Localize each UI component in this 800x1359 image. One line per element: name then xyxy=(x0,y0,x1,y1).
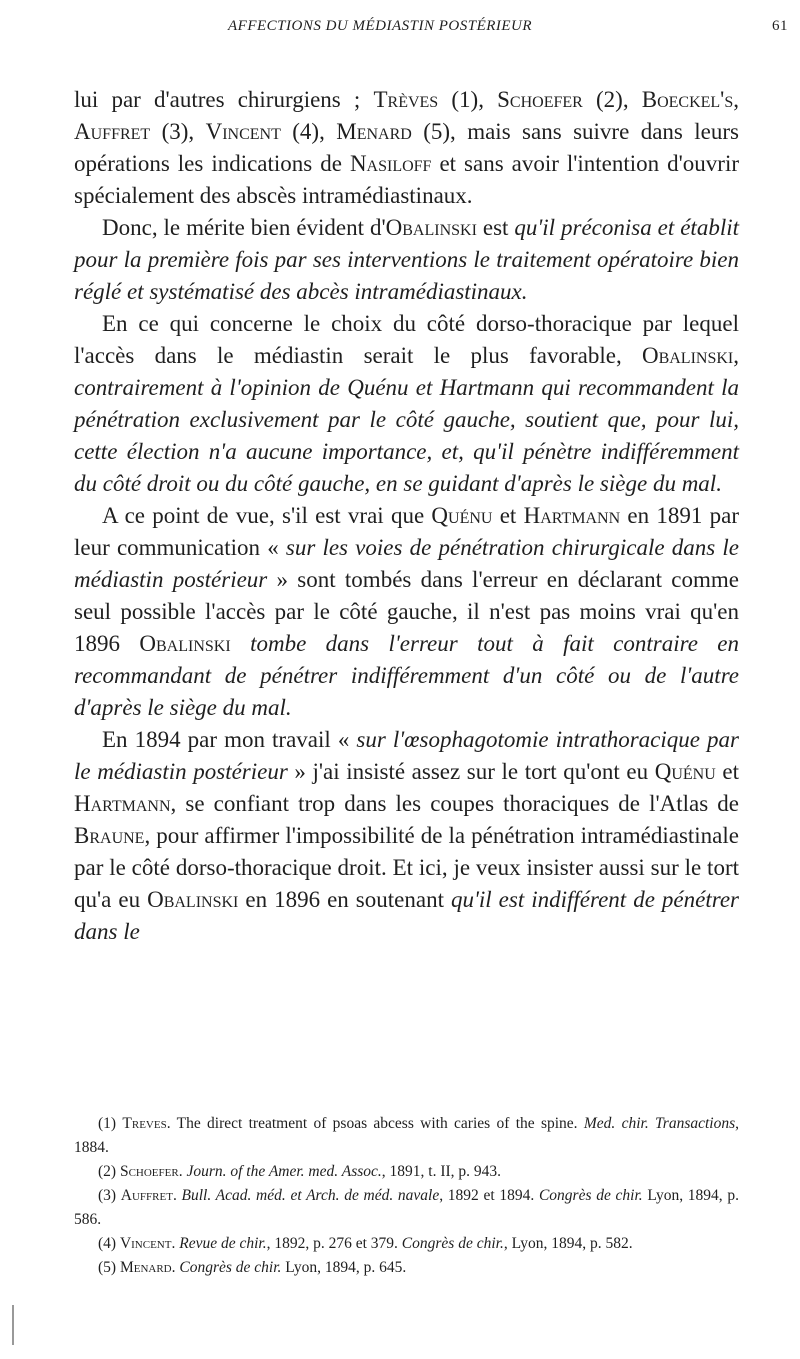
text-run: (5), mais sans suivre dans leurs opérations les indications de xyxy=(74,119,739,176)
text-run: , xyxy=(733,343,739,368)
text-run: (2), xyxy=(582,87,642,112)
footnote-2 xyxy=(74,1160,739,1184)
text-run: Lyon, 1894, p. 645. xyxy=(281,1259,407,1276)
text-run: , 1891, t. II, p. 943. xyxy=(381,1163,502,1180)
text-run: (4) xyxy=(98,1235,120,1252)
text-run: (1) xyxy=(98,1115,123,1132)
text-run: . xyxy=(178,1163,187,1180)
running-header xyxy=(48,14,788,40)
paragraph-4 xyxy=(74,500,739,724)
italic-text: Journ. of the Amer. med. Assoc. xyxy=(186,1163,382,1180)
text-run: , 1892, p. 276 et 379. xyxy=(266,1235,402,1252)
italic-text: Revue de chir. xyxy=(179,1235,267,1252)
author-name: Obalinski xyxy=(147,887,239,912)
author-name: Boeckel's xyxy=(641,87,734,112)
author-name: Trèves xyxy=(373,87,439,112)
text-run: en 1891 par leur communication « xyxy=(74,503,739,560)
running-title: AFFECTIONS DU MÉDIASTIN POSTÉRIEUR xyxy=(228,18,533,34)
footnote-3 xyxy=(74,1184,739,1232)
italic-text: qu'il préconisa et établit pour la première fois par ses interventions le traitement opératoire bien réglé et systématisé des abcès intramédiastinaux. xyxy=(74,215,739,304)
italic-text: Bull. Acad. méd. et Arch. de méd. navale xyxy=(181,1187,440,1204)
text-run: , Lyon, 1894, p. 582. xyxy=(503,1235,633,1252)
italic-text: contrairement à l'opinion de Quénu et Hartmann qui recommandent la pénétration exclusivement par le côté gauche, soutient que, pour lui, cette élection n'a aucune importance, et, qu'il pénètre indifféremment du côté droit ou du côté gauche, en se guidant d'après le siège du mal. xyxy=(74,375,739,496)
author-name: Menard xyxy=(119,1259,172,1276)
body-text xyxy=(74,84,739,948)
text-run: est xyxy=(476,215,515,240)
text-run: , 1884. xyxy=(74,1115,739,1156)
page-edge-mark xyxy=(12,1305,32,1345)
author-name: Braune xyxy=(74,823,145,848)
paragraph-2 xyxy=(74,212,739,308)
text-run: (3), xyxy=(150,119,206,144)
italic-text: sur l'œsophagotomie intrathoracique par le médiastin postérieur xyxy=(74,727,739,784)
author-name: Quénu xyxy=(431,503,493,528)
text-run: Donc, le mérite bien évident d' xyxy=(102,215,386,240)
text-run: (1), xyxy=(438,87,498,112)
footnote-4 xyxy=(74,1232,739,1256)
text-run: (5) xyxy=(98,1259,120,1276)
author-name: Vincent xyxy=(119,1235,172,1252)
footnotes xyxy=(74,1112,739,1280)
text-run: lui par d'autres chirurgiens ; xyxy=(74,87,374,112)
text-run xyxy=(231,631,250,656)
text-run: Lyon, 1894, p. 586. xyxy=(74,1187,739,1228)
text-run: et sans avoir l'intention d'ouvrir spécialement des abscès intramédiastinaux. xyxy=(74,151,740,208)
text-run: . The direct treatment of psoas abcess with caries of the spine. xyxy=(166,1115,584,1132)
author-name: Hartmann xyxy=(74,791,171,816)
author-name: Auffret xyxy=(74,119,151,144)
author-name: Hartmann xyxy=(523,503,621,528)
author-name: Schoefer xyxy=(497,87,583,112)
text-run: . xyxy=(171,1259,180,1276)
text-run: En 1894 par mon travail « xyxy=(102,727,357,752)
author-name: Obalinski xyxy=(385,215,477,240)
author-name: Nasiloff xyxy=(349,151,432,176)
text-run: » sont tombés dans l'erreur en déclarant comme seul possible l'accès par le côté gauche, il n'est pas moins vrai qu'en 1896 xyxy=(74,567,739,656)
text-run: » j'ai insisté assez sur le tort qu'ont eu xyxy=(287,759,655,784)
text-run: . xyxy=(172,1187,182,1204)
italic-text: Congrès de chir. xyxy=(538,1187,643,1204)
paragraph-1 xyxy=(74,84,739,212)
author-name: Treves xyxy=(122,1115,167,1132)
italic-text: Congrès de chir. xyxy=(179,1259,282,1276)
author-name: Obalinski xyxy=(641,343,734,368)
text-run: en 1896 en soutenant xyxy=(238,887,451,912)
author-name: Obalinski xyxy=(139,631,231,656)
footnote-1 xyxy=(74,1112,739,1160)
paragraph-5 xyxy=(74,724,739,948)
italic-text: tombe dans l'erreur tout à fait contraire en recommandant de pénétrer indifféremment d'un côté ou de l'autre d'après le siège du mal. xyxy=(74,631,740,720)
text-run: (2) xyxy=(98,1163,120,1180)
italic-text: sur les voies de pénétration chirurgicale dans le médiastin postérieur xyxy=(74,535,739,592)
paragraph-3 xyxy=(74,308,739,500)
author-name: Vincent xyxy=(205,119,281,144)
italic-text: qu'il est indifférent de pénétrer dans le xyxy=(74,887,739,944)
text-run: (4), xyxy=(280,119,337,144)
author-name: Quénu xyxy=(654,759,716,784)
text-run: , 1892 et 1894. xyxy=(439,1187,539,1204)
text-run: A ce point de vue, s'il est vrai que xyxy=(102,503,432,528)
italic-text: Med. chir. Transactions xyxy=(583,1115,736,1132)
author-name: Auffret xyxy=(120,1187,173,1204)
text-run: et xyxy=(715,759,739,784)
text-run: . xyxy=(171,1235,180,1252)
text-run: En ce qui concerne le choix du côté dorso-thoracique par lequel l'accès dans le médiastin serait le plus favorable, xyxy=(74,311,739,368)
text-run: , xyxy=(733,87,739,112)
text-run: , se confiant trop dans les coupes thoraciques de l'Atlas de xyxy=(170,791,739,816)
text-run: et xyxy=(492,503,524,528)
page-number: 61 xyxy=(772,18,788,34)
text-run: , pour affirmer l'impossibilité de la pénétration intramédiastinale par le côté dorso-thoracique droit. Et ici, je veux insister aussi sur le tort qu'a eu xyxy=(74,823,739,912)
author-name: Menard xyxy=(336,119,412,144)
text-run: (3) xyxy=(98,1187,121,1204)
author-name: Schoefer xyxy=(119,1163,179,1180)
footnote-5 xyxy=(74,1256,739,1280)
italic-text: Congrès de chir. xyxy=(401,1235,504,1252)
